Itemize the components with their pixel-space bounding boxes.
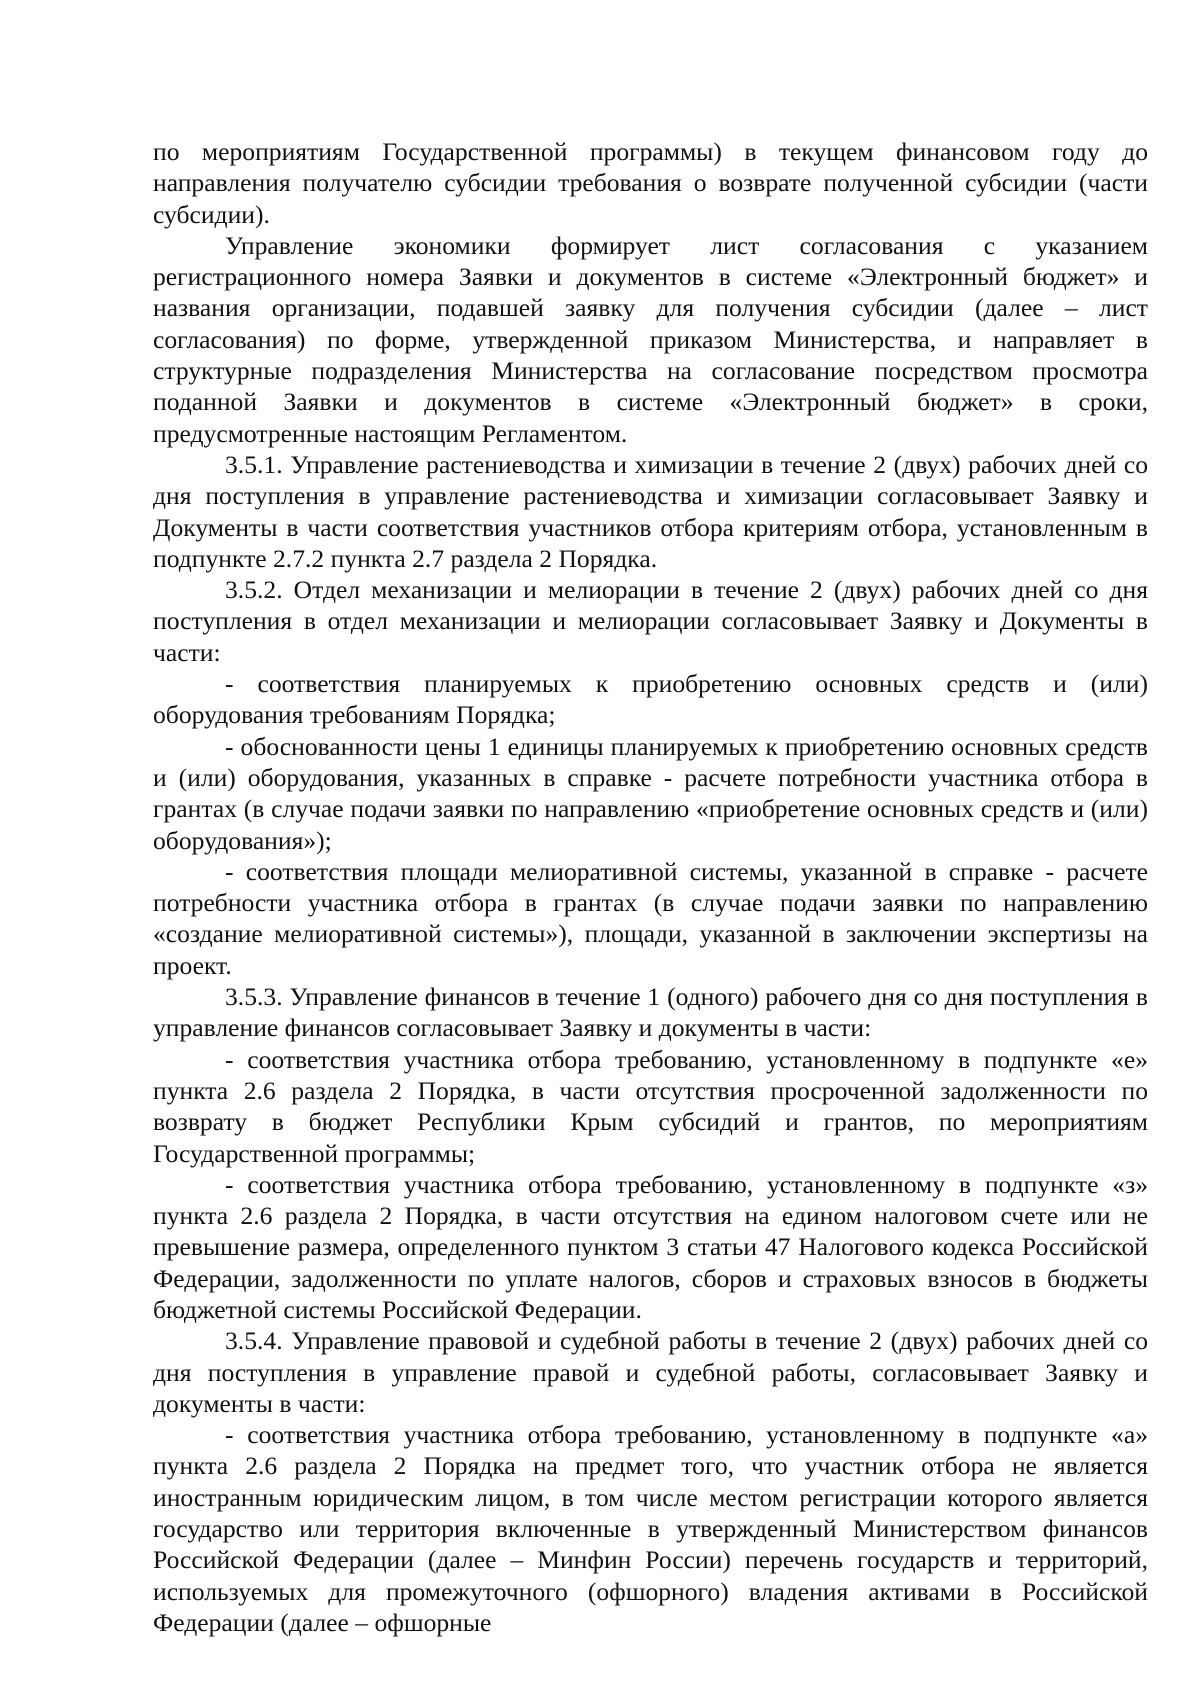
document-page — [153, 136, 1148, 1638]
paragraph-3-5-4: 3.5.4. Управление правовой и судебной работы в течение 2 (двух) рабочих дней со дня поступления в управление правой и судебной работы, согласовывает Заявку и документы в части: — [153, 1326, 1148, 1418]
list-item-overdue-debt: - соответствия участника отбора требованию, установленному в подпункте «е» пункта 2.6 раздела 2 Порядка, в части отсутствия просроченной задолженности по возврату в бюджет Республики Крым субсидий и грантов, по мероприятиям Государственной программы; — [153, 1044, 1148, 1168]
paragraph-3-5-3: 3.5.3. Управление финансов в течение 1 (одного) рабочего дня со дня поступления в управление финансов согласовывает Заявку и документы в части: — [153, 982, 1148, 1043]
list-item-melioration-area: - соответствия площади мелиоративной системы, указанной в справке - расчете потребности участника отбора в грантах (в случае подачи заявки по направлению «создание мелиоративной системы»), площади, указанной в заключении экспертизы на проект. — [153, 856, 1148, 980]
paragraph-3-5-2: 3.5.2. Отдел механизации и мелиорации в течение 2 (двух) рабочих дней со дня поступления в отдел механизации и мелиорации согласовывает Заявку и Документы в части: — [153, 575, 1148, 667]
paragraph-approval-sheet: Управление экономики формирует лист согласования с указанием регистрационного номера Заявки и документов в системе «Электронный бюджет» и названия организации, подавшей заявку для получения субсидии (далее – лист согласования) по форме, утвержденной приказом Министерства, и направляет в структурные подразделения Министерства на согласование посредством просмотра поданной Заявки и документов в системе «Электронный бюджет» в сроки, предусмотренные настоящим Регламентом. — [153, 230, 1148, 448]
paragraph-3-5-1: 3.5.1. Управление растениеводства и химизации в течение 2 (двух) рабочих дней со дня поступления в управление растениеводства и химизации согласовывает Заявку и Документы в части соответствия участников отбора критериям отбора, установленным в подпункте 2.7.2 пункта 2.7 раздела 2 Порядка. — [153, 449, 1148, 573]
list-item-price-justification: - обоснованности цены 1 единицы планируемых к приобретению основных средств и (или) оборудования, указанных в справке - расчете потребности участника отбора в грантах (в случае подачи заявки по направлению «приобретение основных средств и (или) оборудования»); — [153, 731, 1148, 855]
list-item-tax-debt: - соответствия участника отбора требованию, установленному в подпункте «з» пункта 2.6 раздела 2 Порядка, в части отсутствия на едином налоговом счете или не превышение размера, определенного пунктом 3 статьи 47 Налогового кодекса Российской Федерации, задолженности по уплате налогов, сборов и страховых взносов в бюджеты бюджетной системы Российской Федерации. — [153, 1169, 1148, 1324]
list-item-equipment-requirements: - соответствия планируемых к приобретению основных средств и (или) оборудования требованиям Порядка; — [153, 669, 1148, 730]
list-item-foreign-entity: - соответствия участника отбора требованию, установленному в подпункте «а» пункта 2.6 раздела 2 Порядка на предмет того, что участник отбора не является иностранным юридическим лицом, в том числе местом регистрации которого является государство или территория включенные в утвержденный Министерством финансов Российской Федерации (далее – Минфин России) перечень государств и территорий, используемых для промежуточного (офшорного) владения активами в Российской Федерации (далее – офшорные — [153, 1420, 1148, 1637]
paragraph-continuation: по мероприятиям Государственной программы) в текущем финансовом году до направления получателю субсидии требования о возврате полученной субсидии (части субсидии). — [153, 137, 1148, 229]
